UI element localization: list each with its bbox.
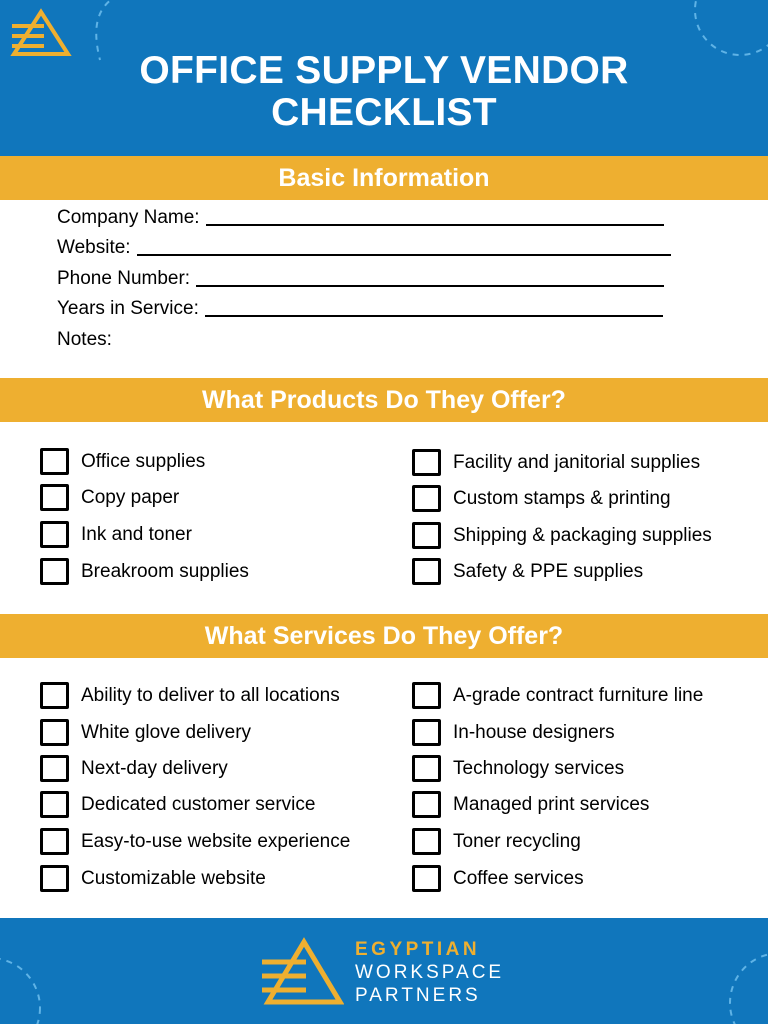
phone-number-field[interactable] (57, 267, 664, 291)
product-checkbox[interactable] (412, 558, 643, 585)
product-checkbox[interactable] (412, 449, 700, 476)
brand-wordmark (355, 938, 504, 1007)
checkbox-icon[interactable] (412, 558, 441, 585)
footer (0, 918, 768, 1024)
field-label: Notes: (57, 329, 112, 350)
write-line[interactable] (206, 208, 664, 226)
checkbox-label: Coffee services (453, 867, 584, 889)
checkbox-icon[interactable] (40, 558, 69, 585)
service-checkbox[interactable] (412, 755, 624, 782)
service-checkbox[interactable] (40, 682, 340, 709)
checkbox-icon[interactable] (40, 755, 69, 782)
checkbox-label: Ability to deliver to all locations (81, 684, 340, 706)
notes-field[interactable] (57, 328, 112, 352)
checkbox-icon[interactable] (40, 865, 69, 892)
checkbox-icon[interactable] (412, 865, 441, 892)
service-checkbox[interactable] (412, 682, 703, 709)
checkbox-label: Managed print services (453, 793, 650, 815)
brand-line1: EGYPTIAN (355, 939, 481, 960)
checkbox-label: Ink and toner (81, 523, 192, 545)
field-label: Phone Number: (57, 268, 191, 289)
service-checkbox[interactable] (412, 828, 581, 855)
brand-line3: PARTNERS (355, 985, 481, 1006)
checkbox-label: Technology services (453, 757, 625, 779)
checkbox-icon[interactable] (412, 522, 441, 549)
field-label: Company Name: (57, 207, 200, 228)
checkbox-label: Dedicated customer service (81, 793, 316, 815)
service-checkbox[interactable] (40, 865, 266, 892)
checkbox-label: Toner recycling (453, 830, 581, 852)
checkbox-label: Next-day delivery (81, 757, 228, 779)
header (0, 0, 768, 156)
checkbox-label: Shipping & packaging supplies (453, 524, 712, 546)
product-checkbox[interactable] (40, 448, 205, 475)
service-checkbox[interactable] (40, 755, 228, 782)
page-title-line2: CHECKLIST (271, 91, 497, 134)
checkbox-icon[interactable] (412, 828, 441, 855)
services-heading: What Services Do They Offer? (0, 614, 768, 658)
checkbox-label: Facility and janitorial supplies (453, 451, 701, 473)
checkbox-label: Safety & PPE supplies (453, 560, 644, 582)
checkbox-label: Custom stamps & printing (453, 487, 671, 509)
field-label: Years in Service: (57, 298, 199, 319)
write-line[interactable] (137, 238, 671, 256)
dashed-arc-decoration (710, 933, 768, 1024)
service-checkbox[interactable] (412, 865, 584, 892)
checkbox-icon[interactable] (412, 485, 441, 512)
checkbox-icon[interactable] (40, 791, 69, 818)
checkbox-icon[interactable] (412, 682, 441, 709)
checkbox-label: Customizable website (81, 867, 266, 889)
basic-info-heading: Basic Information (0, 156, 768, 200)
checkbox-label: Copy paper (81, 486, 180, 508)
checkbox-icon[interactable] (412, 791, 441, 818)
checkbox-label: Easy-to-use website experience (81, 830, 351, 852)
write-line[interactable] (205, 299, 663, 317)
service-checkbox[interactable] (40, 719, 251, 746)
triangle-logo-icon (260, 936, 344, 1008)
product-checkbox[interactable] (40, 521, 192, 548)
checkbox-label: Office supplies (81, 450, 206, 472)
company-name-field[interactable] (57, 206, 664, 230)
checkbox-label: Breakroom supplies (81, 560, 249, 582)
dashed-arc-decoration (0, 938, 60, 1024)
checkbox-icon[interactable] (40, 682, 69, 709)
checkbox-icon[interactable] (412, 755, 441, 782)
checkbox-icon[interactable] (412, 719, 441, 746)
service-checkbox[interactable] (412, 791, 649, 818)
product-checkbox[interactable] (40, 484, 179, 511)
checkbox-label: White glove delivery (81, 721, 252, 743)
write-line[interactable] (196, 269, 664, 287)
checkbox-label: In-house designers (453, 721, 615, 743)
checkbox-icon[interactable] (40, 828, 69, 855)
service-checkbox[interactable] (40, 828, 350, 855)
checkbox-icon[interactable] (40, 521, 69, 548)
page-title-line1: OFFICE SUPPLY VENDOR (139, 49, 629, 92)
service-checkbox[interactable] (40, 791, 315, 818)
field-label: Website: (57, 237, 131, 258)
website-field[interactable] (57, 236, 671, 260)
years-in-service-field[interactable] (57, 297, 663, 321)
product-checkbox[interactable] (412, 522, 712, 549)
products-heading: What Products Do They Offer? (0, 378, 768, 422)
checkbox-icon[interactable] (412, 449, 441, 476)
checkbox-label: A-grade contract furniture line (453, 684, 704, 706)
service-checkbox[interactable] (412, 719, 615, 746)
checkbox-icon[interactable] (40, 484, 69, 511)
checkbox-icon[interactable] (40, 719, 69, 746)
page-title (0, 50, 768, 134)
brand-line2: WORKSPACE (355, 962, 505, 983)
checkbox-icon[interactable] (40, 448, 69, 475)
product-checkbox[interactable] (412, 485, 671, 512)
product-checkbox[interactable] (40, 558, 249, 585)
